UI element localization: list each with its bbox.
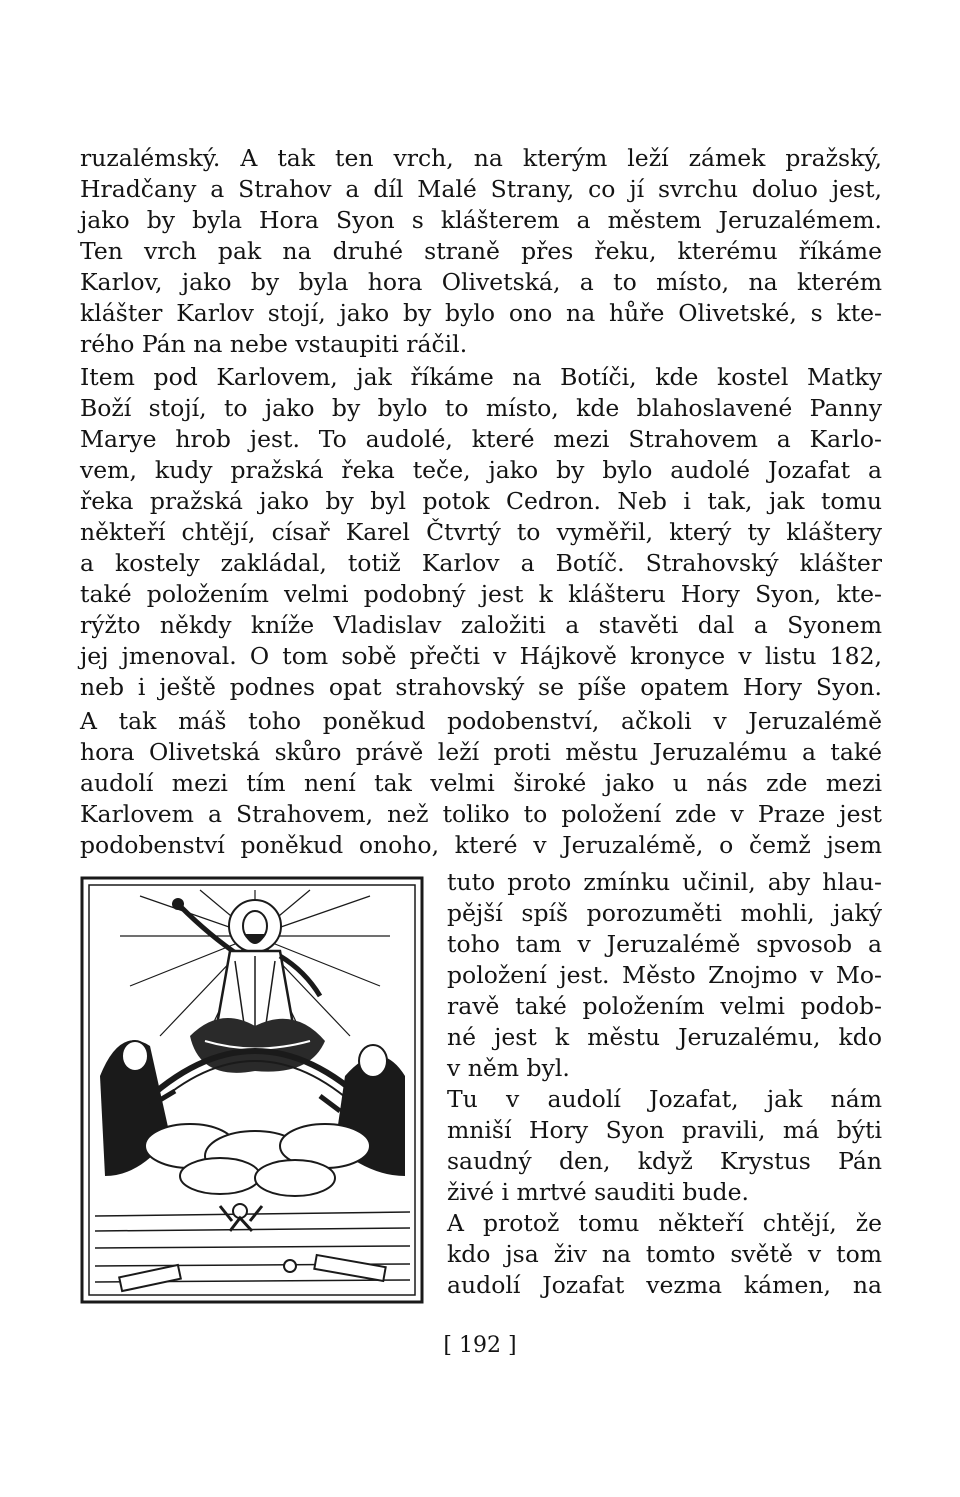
text-line: Marye hrob jest. To audolé, které mezi Strahovem a Karlo- [80,425,882,453]
text-line: řeka pražská jako by byl potok Cedron. Neb i tak, jak tomu [80,487,882,515]
text-line: mniší Hory Syon pravili, má býti [447,1116,882,1144]
text-line: audolí Jozafat vezma kámen, na [447,1271,882,1299]
text-line: pější spíš porozuměti mohli, jaký [447,899,882,927]
text-line: a kostely zakládal, totiž Karlov a Botíč. Strahovský klášter [80,549,882,577]
text-line: živé i mrtvé sauditi bude. [447,1178,749,1206]
text-line: tuto proto zmínku učinil, aby hlau- [447,868,882,896]
text-line: položení jest. Město Znojmo v Mo- [447,961,882,989]
text-line: rýžto někdy kníže Vladislav založiti a stavěti dal a Syonem [80,611,882,639]
text-line: audolí mezi tím není tak velmi široké jako u nás zde mezi [80,769,882,797]
text-line: Karlov, jako by byla hora Olivetská, a to místo, na kterém [80,268,882,296]
text-line: také položením velmi podobný jest k klášteru Hory Syon, kte- [80,580,882,608]
text-line: né jest k městu Jeruzalému, kdo [447,1023,882,1051]
text-line: klášter Karlov stojí, jako by bylo ono na hůře Olivetské, s kte- [80,299,882,327]
text-line: Tu v audolí Jozafat, jak nám [447,1085,882,1113]
text-line: A tak máš toho poněkud podobenství, ačkoli v Jeruzalémě [80,707,882,735]
text-line: vem, kudy pražská řeka teče, jako by bylo audolé Jozafat a [80,456,882,484]
text-line: Ten vrch pak na druhé straně přes řeku, kterému říkáme [80,237,882,265]
text-line: saudný den, když Krystus Pán [447,1147,882,1175]
text-line: v něm byl. [447,1054,570,1082]
text-line: toho tam v Jeruzalémě spvosob a [447,930,882,958]
text-line: někteří chtějí, císař Karel Čtvrtý to vyměřil, který ty kláštery [80,518,882,546]
text-line: jej jmenoval. O tom sobě přečti v Hájkově kronyce v listu 182, [80,642,882,670]
page-number: [ 192 ] [443,1333,517,1358]
text-line: jako by byla Hora Syon s klášterem a městem Jeruzalémem. [80,206,882,234]
text-line: neb i ještě podnes opat strahovský se píše opatem Hory Syon. [80,673,882,701]
text-line: ravě také položením velmi podob- [447,992,882,1020]
text-line: podobenství poněkud onoho, které v Jeruzalémě, o čemž jsem [80,831,882,859]
text-line: Karlovem a Strahovem, než toliko to položení zde v Praze jest [80,800,882,828]
text-line: Boží stojí, to jako by bylo to místo, kde blahoslavené Panny [80,394,882,422]
text-line: A protož tomu někteří chtějí, že [447,1209,882,1237]
text-line: Hradčany a Strahov a díl Malé Strany, co jí svrchu doluo jest, [80,175,882,203]
text-line: ruzalémský. A tak ten vrch, na kterým leží zámek pražský, [80,144,882,172]
text-line: hora Olivetská skůro právě leží proti městu Jeruzalému a také [80,738,882,766]
text-line: kdo jsa živ na tomto světě v tom [447,1240,882,1268]
woodcut-illustration [80,876,424,1304]
text-line: Item pod Karlovem, jak říkáme na Botíči, kde kostel Matky [80,363,882,391]
text-line: rého Pán na nebe vstaupiti ráčil. [80,330,468,358]
